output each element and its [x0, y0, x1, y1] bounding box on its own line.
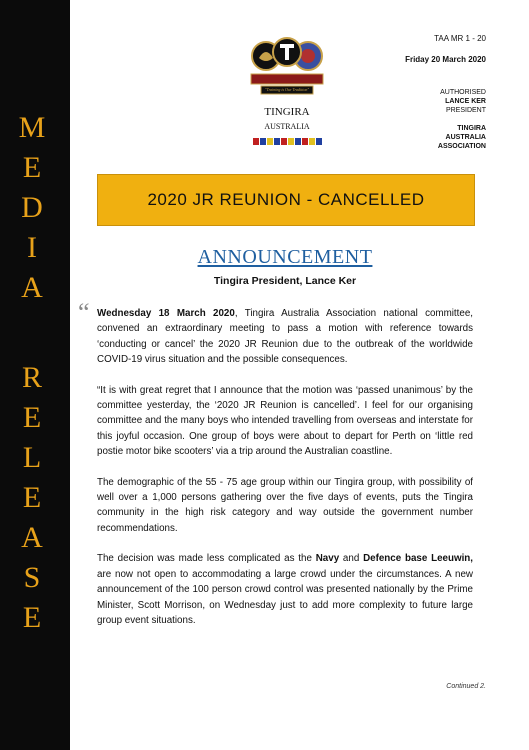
article-body: [97, 306, 473, 643]
announcement-title: ANNOUNCEMENT: [197, 246, 373, 268]
sidebar-letter: E: [22, 481, 42, 514]
continued-note: Continued 2.: [446, 683, 486, 690]
sidebar-letter: E: [22, 601, 42, 634]
announcement-subtitle: Tingira President, Lance Ker: [213, 275, 357, 287]
authorisation-block: [438, 88, 486, 151]
authorised-label: AUTHORISED: [440, 89, 486, 96]
authorised-role: PRESIDENT: [445, 107, 486, 114]
authorised-name: LANCE KER: [445, 98, 486, 105]
sidebar-letter: A: [21, 271, 43, 304]
logo-name: TINGIRA: [264, 106, 310, 118]
sidebar-letter: L: [22, 441, 42, 474]
paragraph-text: , Tingira Australia Association national committee, convened an extraordinary meeting to pass a motion with reference towards ‘conducting or cancel’ the 2020 JR Reunion due to the outbreak of the worldwide COVID-19 virus situation and the possible consequences.: [97, 308, 473, 366]
paragraph: [97, 551, 473, 628]
paragraph-date: Wednesday 18 March 2020: [97, 308, 235, 319]
sidebar-letter: E: [22, 151, 42, 184]
sidebar-letter: S: [23, 561, 41, 594]
paragraph-text: are now not open to accommodating a large crowd under the circumstances. A new announcement of the 100 person crowd control was presented nationally by the Prime Minister, Scott Morrison, on Wednesday just to add more complexity to future large group event situations.: [97, 568, 473, 626]
media-release-sidebar: [0, 0, 70, 750]
sidebar-letter: E: [22, 401, 42, 434]
paragraph: The demographic of the 55 - 75 age group within our Tingira group, with possibility of well over a 1,000 persons gathering over the five days of events, puts the Tingira community in the high risk category and way outside the government number recommendations.: [97, 476, 473, 534]
bold-defence-base: Defence base Leeuwin,: [363, 553, 473, 565]
release-date: Friday 20 March 2020: [405, 55, 486, 64]
sidebar-letter: M: [18, 111, 46, 144]
headline-text: 2020 JR REUNION - CANCELLED: [147, 190, 425, 209]
paragraph: “It is with great regret that I announce that the motion was ‘passed unanimous’ by the committee yesterday, the ‘2020 JR Reunion is cancelled’. I feel for our organising committee and the many boys who intended travelling from overseas and interstate for this joyful occasion. One group of boys were about to depart for Perth on ‘little red postie motor bike scooters’ via a trip around the Australian coastline.: [97, 384, 473, 458]
quote-mark-icon: “: [78, 298, 90, 327]
sidebar-letter: R: [21, 361, 42, 394]
org-name-line2: AUSTRALIA: [445, 134, 486, 141]
bold-navy: Navy: [315, 553, 340, 565]
org-name-line3: ASSOCIATION: [437, 143, 486, 150]
logo-country: AUSTRALIA: [264, 122, 310, 131]
paragraph-text: and: [339, 553, 364, 565]
sidebar-letter: I: [27, 231, 37, 264]
org-name-line1: TINGIRA: [457, 125, 486, 132]
paragraph-text: The decision was made less complicated as the: [97, 553, 316, 565]
logo-motto: "Training is Our Tradition": [264, 87, 310, 92]
sidebar-letter: D: [21, 191, 43, 224]
paragraph: [97, 306, 473, 368]
tingira-logo: [247, 34, 327, 150]
headline-banner: [97, 174, 475, 226]
sidebar-letter: A: [21, 521, 43, 554]
release-reference: TAA MR 1 - 20: [434, 34, 486, 43]
